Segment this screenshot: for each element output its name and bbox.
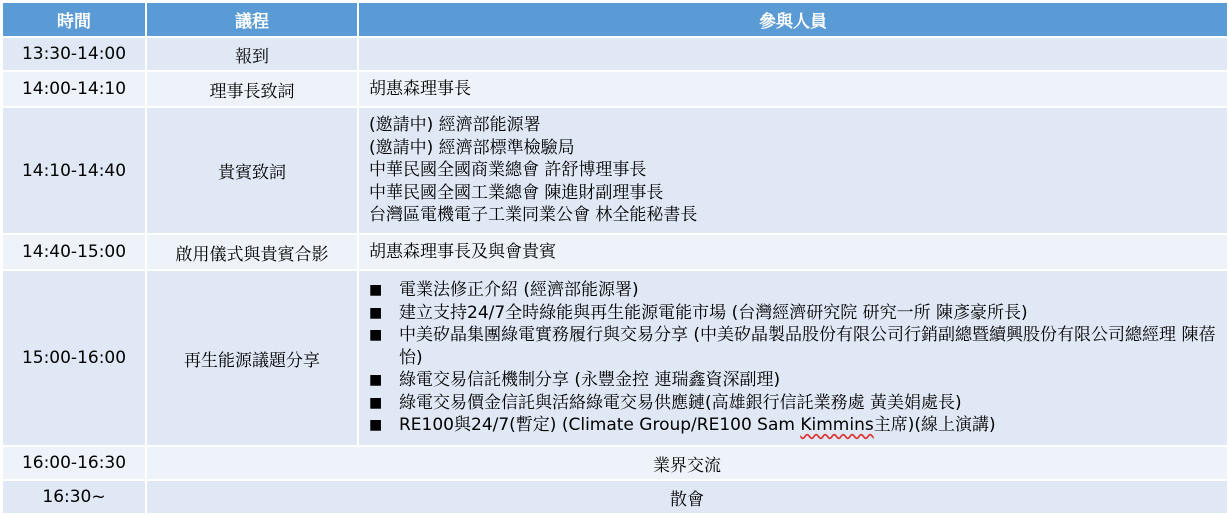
participants-cell <box>358 107 1228 234</box>
agenda-cell: 啟用儀式與貴賓合影 <box>146 234 358 270</box>
list-item-text: RE100與24/7(暫定) (Climate Group/RE100 Sam <box>399 415 801 436</box>
participant-line: 胡惠森理事長 <box>369 78 471 99</box>
time-cell: 14:00-14:10 <box>2 71 146 107</box>
header-row <box>2 2 1228 37</box>
table-row <box>2 270 1228 446</box>
time-cell: 16:00-16:30 <box>2 446 146 480</box>
table-row <box>2 107 1228 234</box>
table-row <box>2 234 1228 270</box>
time-cell: 16:30~ <box>2 480 146 514</box>
table-row <box>2 37 1228 71</box>
participant-line: 台灣區電機電子工業同業公會 林全能秘書長 <box>369 205 698 226</box>
header-participants: 參與人員 <box>358 2 1228 37</box>
agenda-cell: 貴賓致詞 <box>146 107 358 234</box>
list-item: ■ 綠電交易信託機制分享 (永豐金控 連瑞鑫資深副理) <box>369 369 1217 392</box>
participant-line: 中華民國全國工業總會 陳進財副理事長 <box>369 182 664 203</box>
header-time: 時間 <box>2 2 146 37</box>
list-item <box>369 414 1217 437</box>
list-item: ■ 綠電交易價金信託與活絡綠電交易供應鏈(高雄銀行信託業務處 黃美娟處長) <box>369 392 1217 415</box>
list-item: ■ 中美矽晶集團綠電實務履行與交易分享 (中美矽晶製品股份有限公司行銷副總暨續興股份有限公司總經理 陳蓓怡) <box>369 324 1217 369</box>
topic-list <box>369 279 1217 437</box>
participants-cell <box>358 234 1228 270</box>
list-item: ■ 電業法修正介紹 (經濟部能源署) <box>369 279 1217 302</box>
merged-cell: 業界交流 <box>146 446 1228 480</box>
list-item: ■ 建立支持24/7全時綠能與再生能源電能市場 (台灣經濟研究院 研究一所 陳彥豪所長) <box>369 302 1217 325</box>
speaker-name: Kimmins <box>800 415 874 436</box>
time-cell: 14:10-14:40 <box>2 107 146 234</box>
participants-cell <box>358 270 1228 446</box>
agenda-cell: 再生能源議題分享 <box>146 270 358 446</box>
agenda-table <box>1 1 1229 515</box>
participant-line: (邀請中) 經濟部能源署 <box>369 115 541 136</box>
merged-cell: 散會 <box>146 480 1228 514</box>
time-cell: 14:40-15:00 <box>2 234 146 270</box>
participant-line: 中華民國全國商業總會 許舒博理事長 <box>369 160 647 181</box>
agenda-cell: 報到 <box>146 37 358 71</box>
time-cell: 15:00-16:00 <box>2 270 146 446</box>
participant-line: (邀請中) 經濟部標準檢驗局 <box>369 137 575 158</box>
table-row <box>2 446 1228 480</box>
header-agenda: 議程 <box>146 2 358 37</box>
participants-cell <box>358 71 1228 107</box>
participants-cell <box>358 37 1228 71</box>
table-row <box>2 480 1228 514</box>
agenda-cell: 理事長致詞 <box>146 71 358 107</box>
table-row <box>2 71 1228 107</box>
time-cell: 13:30-14:00 <box>2 37 146 71</box>
list-item-text: 主席)(線上演講) <box>873 415 996 436</box>
participant-line: 胡惠森理事長及與會貴賓 <box>369 241 556 262</box>
